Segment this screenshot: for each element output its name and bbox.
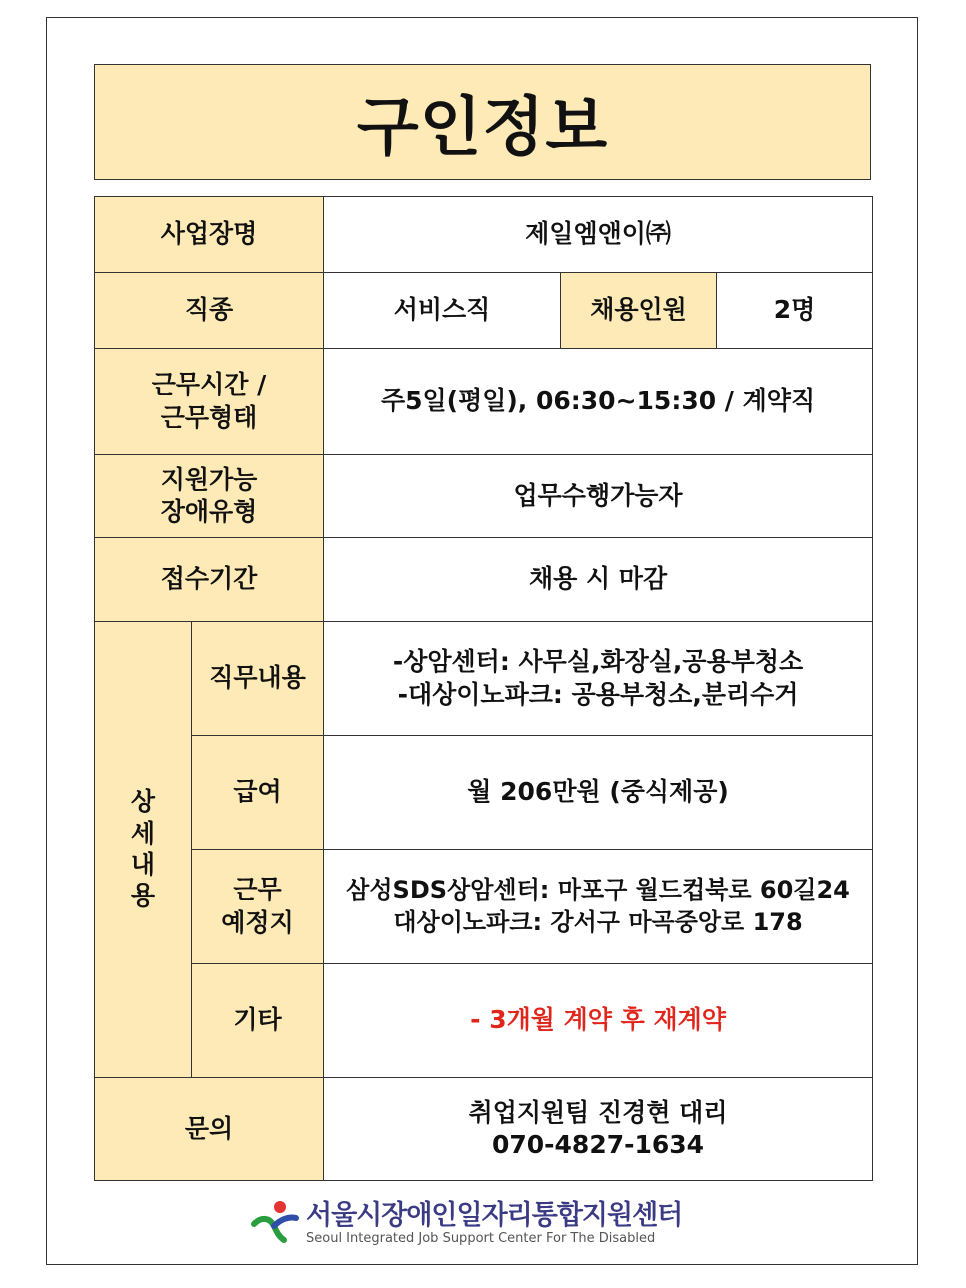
footer-org-name-en: Seoul Integrated Job Support Center For The Disabled xyxy=(306,1231,656,1247)
period-label: 접수기간 xyxy=(95,538,324,622)
row-duty xyxy=(95,622,873,736)
job-info-table xyxy=(94,196,873,1181)
location-value xyxy=(324,850,873,964)
disability-label xyxy=(95,455,324,538)
details-char-1: 상 xyxy=(130,787,156,817)
duty-line-1: -상암센터: 사무실,화장실,공용부청소 xyxy=(392,647,804,676)
duty-line-2: -대상이노파크: 공용부청소,분리수거 xyxy=(397,679,799,709)
headcount-label: 채용인원 xyxy=(561,273,717,349)
location-line-1: 삼성SDS상암센터: 마포구 월드컵북로 60길24 xyxy=(346,876,850,905)
disability-label-line-1: 지원가능 xyxy=(160,464,258,494)
location-label-line-2: 예정지 xyxy=(221,907,294,937)
row-job-type xyxy=(95,273,873,349)
row-company xyxy=(95,197,873,273)
contact-label: 문의 xyxy=(95,1078,324,1181)
details-label xyxy=(95,622,192,1078)
seoul-logo-icon xyxy=(250,1198,302,1250)
etc-value: - 3개월 계약 후 재계약 xyxy=(324,964,873,1078)
duty-label: 직무내용 xyxy=(192,622,324,736)
salary-value: 월 206만원 (중식제공) xyxy=(324,736,873,850)
row-hours xyxy=(95,349,873,455)
period-value: 채용 시 마감 xyxy=(324,538,873,622)
hours-label-line-2: 근무형태 xyxy=(160,402,258,432)
disability-value: 업무수행가능자 xyxy=(324,455,873,538)
row-location xyxy=(95,850,873,964)
footer-org-name: 서울시장애인일자리통합지원센터 xyxy=(306,1200,683,1232)
hours-label-line-1: 근무시간 / xyxy=(151,370,267,399)
disability-label-line-2: 장애유형 xyxy=(160,497,258,526)
details-char-3: 내 xyxy=(130,849,156,879)
row-disability xyxy=(95,455,873,538)
location-line-2: 대상이노파크: 강서구 마곡중앙로 178 xyxy=(393,907,803,936)
job-type-value: 서비스직 xyxy=(324,273,561,349)
page-title: 구인정보 xyxy=(356,91,609,165)
footer xyxy=(250,1196,720,1252)
company-label: 사업장명 xyxy=(95,197,324,273)
row-period xyxy=(95,538,873,622)
details-char-4: 용 xyxy=(130,881,156,911)
details-char-2: 세 xyxy=(130,818,156,848)
company-value: 제일엠앤이㈜ xyxy=(324,197,873,273)
contact-value xyxy=(324,1078,873,1181)
location-label xyxy=(192,850,324,964)
duty-value xyxy=(324,622,873,736)
hours-value: 주5일(평일), 06:30~15:30 / 계약직 xyxy=(324,349,873,455)
hours-label xyxy=(95,349,324,455)
contact-line-2: 070-4827-1634 xyxy=(491,1130,705,1159)
job-type-label: 직종 xyxy=(95,273,324,349)
row-salary xyxy=(95,736,873,850)
row-etc xyxy=(95,964,873,1078)
contact-line-1: 취업지원팀 진경현 대리 xyxy=(468,1097,728,1127)
headcount-value: 2명 xyxy=(717,273,873,349)
row-contact xyxy=(95,1078,873,1181)
etc-label: 기타 xyxy=(192,964,324,1078)
title-box xyxy=(94,64,871,180)
location-label-line-1: 근무 xyxy=(233,875,282,904)
salary-label: 급여 xyxy=(192,736,324,850)
